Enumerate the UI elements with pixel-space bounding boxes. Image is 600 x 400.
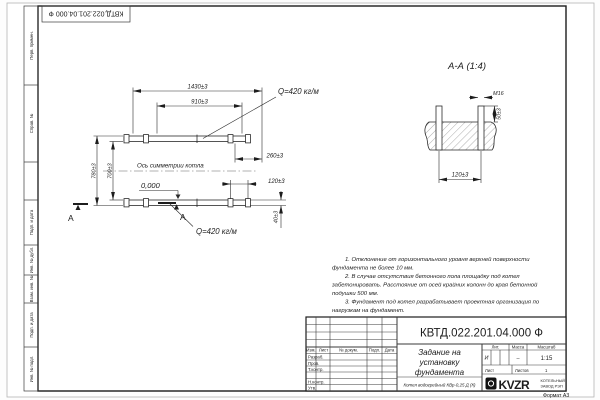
top-stamp-number: КВТД.022.201.04.000 Ф <box>48 9 124 17</box>
format-label: Формат А3 <box>543 392 570 399</box>
tb-title-line1: Задание на <box>418 348 461 357</box>
dim-120-label: 120±3 <box>268 179 285 185</box>
tb-row-prov: Пров. <box>308 360 320 366</box>
tb-row-nkontr: Н.контр. <box>308 379 325 385</box>
anchor-stud-left <box>436 106 442 150</box>
dim-780-label: 780±3 <box>91 163 98 179</box>
tb-masshtab-value: 1:15 <box>540 356 553 362</box>
dim-50-label: 50±3 <box>496 108 503 120</box>
level-mark-value: 0,000 <box>141 181 160 190</box>
dim-260-label: 260±3 <box>266 153 284 160</box>
tb-massa-label: Масса <box>511 344 525 350</box>
tb-row-tkontr: Т.контр. <box>308 366 324 372</box>
note-line: фундамента не более 10 мм. <box>332 265 414 272</box>
tb-title-line2: установку <box>419 358 460 367</box>
tb-row-utv: Утв. <box>308 385 317 391</box>
logo-text: KVZR <box>498 378 530 392</box>
col-inv-dubl: Инв. № дубл. <box>29 246 34 274</box>
tb-list-label: Лист <box>485 367 495 373</box>
note-line: 3. Фундамент под котел разрабатывает проектная организация по <box>345 299 540 306</box>
thread-label: М16 <box>493 91 504 97</box>
note-line: нагрузкам на фундамент. <box>332 308 405 314</box>
dim-1430-label: 1430±3 <box>187 84 208 91</box>
note-line: подушки 500 мм. <box>332 291 379 297</box>
tb-doc-number: КВТД.022.201.04.000 Ф <box>419 327 544 340</box>
col-podp-data-1: Подп. и дата <box>29 209 34 236</box>
tb-header-data: Дата <box>384 347 395 353</box>
dim-40-label: 40±3 <box>273 210 280 224</box>
tb-header-izm: Изм. <box>306 347 316 353</box>
tb-masshtab-label: Масштаб <box>537 344 556 350</box>
col-vzam-inv: Взам. инв. № <box>29 275 34 303</box>
col-perv-primen: Перв. примен. <box>29 31 34 60</box>
concrete-block <box>425 122 496 150</box>
title-block <box>306 317 566 392</box>
dim-910-label: 910±3 <box>191 99 208 106</box>
col-podp-data-2: Подп. и дата <box>29 312 34 338</box>
load-bottom-label: Q=420 кг/м <box>196 227 237 236</box>
tb-header-docum: № докум. <box>339 347 358 353</box>
tb-product-name: Котел водогрейный КВр-0,25 Д (К) <box>403 382 476 388</box>
tb-header-podp: Подп. <box>368 347 381 353</box>
tb-lit-label: Лит. <box>491 344 500 350</box>
anchor-stud-right <box>478 106 484 150</box>
tb-row-razrab: Разраб. <box>308 354 324 360</box>
note-line: забетонировать. Расстояние от осей крайних колонн до края бетонной <box>332 282 538 289</box>
tb-header-list: Лист <box>318 347 329 353</box>
tb-title-line3: фундамента <box>414 367 465 377</box>
section-dim-120-label: 120±3 <box>451 172 469 179</box>
load-top-label: Q=420 кг/м <box>278 87 319 96</box>
section-letter-right: А <box>180 212 186 222</box>
tb-lit-value: И <box>484 355 489 362</box>
dim-700-label: 700±3 <box>107 163 114 179</box>
logo-emblem <box>486 378 497 390</box>
note-line: 1. Отклонение от горизонтального уровня верхней поверхности <box>345 257 530 263</box>
col-inv-podl: Инв. № подл. <box>29 355 34 383</box>
note-line: 2. В случае отсутствия бетонного пола площадку под котел <box>345 274 520 280</box>
col-sprav-no: Справ. № <box>29 113 34 134</box>
symmetry-axis-label: Ось симметрии котла <box>137 162 204 170</box>
section-letter-left: А <box>68 213 74 223</box>
company-line2: ЗАВОД РЭП <box>540 383 563 389</box>
tb-listov-value: 1 <box>545 367 548 373</box>
section-title: А-А (1:4) <box>447 61 487 72</box>
company-line1: КОТЕЛЬНЫЙ <box>540 378 565 383</box>
tb-massa-value: – <box>516 355 520 362</box>
tb-listov-label: Листов <box>515 367 529 373</box>
